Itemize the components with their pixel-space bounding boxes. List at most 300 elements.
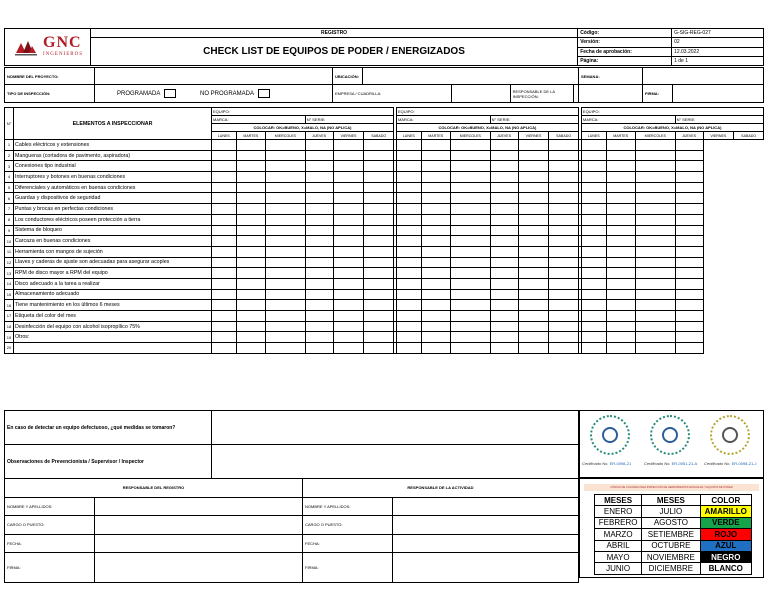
check-cell[interactable] (333, 182, 364, 193)
check-cell[interactable] (635, 140, 675, 151)
check-cell[interactable] (364, 321, 394, 332)
check-cell[interactable] (675, 343, 703, 354)
check-cell[interactable] (549, 150, 579, 161)
check-cell[interactable] (581, 321, 606, 332)
check-cell[interactable] (266, 289, 306, 300)
check-cell[interactable] (266, 257, 306, 268)
check-cell[interactable] (490, 150, 518, 161)
check-cell[interactable] (518, 161, 549, 172)
check-cell[interactable] (490, 257, 518, 268)
check-cell[interactable] (581, 161, 606, 172)
check-cell[interactable] (635, 268, 675, 279)
check-cell[interactable] (549, 182, 579, 193)
responsable-extra-field[interactable] (579, 85, 643, 103)
check-cell[interactable] (305, 268, 333, 279)
check-cell[interactable] (450, 204, 490, 215)
equipo-label[interactable]: EQUIPO: (581, 108, 763, 116)
check-cell[interactable] (396, 236, 421, 247)
check-cell[interactable] (450, 268, 490, 279)
check-cell[interactable] (266, 332, 306, 343)
check-cell[interactable] (305, 193, 333, 204)
check-cell[interactable] (236, 268, 265, 279)
check-cell[interactable] (212, 150, 237, 161)
check-cell[interactable] (549, 278, 579, 289)
check-cell[interactable] (236, 257, 265, 268)
check-cell[interactable] (581, 278, 606, 289)
check-cell[interactable] (212, 236, 237, 247)
check-cell[interactable] (549, 246, 579, 257)
check-cell[interactable] (581, 225, 606, 236)
check-cell[interactable] (266, 236, 306, 247)
check-cell[interactable] (212, 161, 237, 172)
check-cell[interactable] (450, 332, 490, 343)
check-cell[interactable] (606, 257, 635, 268)
check-cell[interactable] (606, 311, 635, 322)
check-cell[interactable] (212, 278, 237, 289)
check-cell[interactable] (421, 236, 450, 247)
check-cell[interactable] (266, 140, 306, 151)
check-cell[interactable] (675, 214, 703, 225)
check-cell[interactable] (490, 300, 518, 311)
check-cell[interactable] (266, 182, 306, 193)
check-cell[interactable] (450, 246, 490, 257)
check-cell[interactable] (549, 300, 579, 311)
check-cell[interactable] (364, 140, 394, 151)
check-cell[interactable] (364, 278, 394, 289)
check-cell[interactable] (606, 343, 635, 354)
check-cell[interactable] (490, 321, 518, 332)
check-cell[interactable] (606, 289, 635, 300)
check-cell[interactable] (305, 161, 333, 172)
check-cell[interactable] (305, 140, 333, 151)
check-cell[interactable] (212, 182, 237, 193)
check-cell[interactable] (396, 321, 421, 332)
check-cell[interactable] (675, 172, 703, 183)
check-cell[interactable] (450, 172, 490, 183)
check-cell[interactable] (581, 214, 606, 225)
check-cell[interactable] (266, 204, 306, 215)
check-cell[interactable] (236, 289, 265, 300)
check-cell[interactable] (490, 225, 518, 236)
empresa-field[interactable] (451, 85, 510, 102)
check-cell[interactable] (396, 225, 421, 236)
check-cell[interactable] (518, 140, 549, 151)
check-cell[interactable] (236, 214, 265, 225)
marca-label[interactable]: MARCA: (396, 116, 490, 124)
check-cell[interactable] (421, 257, 450, 268)
check-cell[interactable] (266, 214, 306, 225)
check-cell[interactable] (450, 257, 490, 268)
check-cell[interactable] (396, 150, 421, 161)
check-cell[interactable] (421, 204, 450, 215)
check-cell[interactable] (236, 278, 265, 289)
check-cell[interactable] (266, 246, 306, 257)
serie-label[interactable]: N° SERIE: (675, 116, 763, 124)
check-cell[interactable] (421, 193, 450, 204)
check-cell[interactable] (364, 193, 394, 204)
check-cell[interactable] (421, 343, 450, 354)
check-cell[interactable] (490, 236, 518, 247)
check-cell[interactable] (606, 140, 635, 151)
check-cell[interactable] (606, 193, 635, 204)
check-cell[interactable] (266, 150, 306, 161)
check-cell[interactable] (518, 172, 549, 183)
check-cell[interactable] (518, 332, 549, 343)
check-cell[interactable] (333, 321, 364, 332)
check-cell[interactable] (675, 311, 703, 322)
check-cell[interactable] (364, 236, 394, 247)
check-cell[interactable] (236, 300, 265, 311)
check-cell[interactable] (212, 289, 237, 300)
check-cell[interactable] (266, 225, 306, 236)
check-cell[interactable] (450, 214, 490, 225)
check-cell[interactable] (421, 311, 450, 322)
check-cell[interactable] (635, 225, 675, 236)
check-cell[interactable] (549, 193, 579, 204)
check-cell[interactable] (518, 311, 549, 322)
check-cell[interactable] (266, 172, 306, 183)
check-cell[interactable] (305, 289, 333, 300)
check-cell[interactable] (490, 289, 518, 300)
check-cell[interactable] (450, 236, 490, 247)
check-cell[interactable] (333, 150, 364, 161)
check-cell[interactable] (675, 161, 703, 172)
check-cell[interactable] (333, 172, 364, 183)
check-cell[interactable] (549, 257, 579, 268)
check-cell[interactable] (490, 311, 518, 322)
check-cell[interactable] (364, 289, 394, 300)
check-cell[interactable] (581, 311, 606, 322)
check-cell[interactable] (635, 321, 675, 332)
check-cell[interactable] (450, 225, 490, 236)
check-cell[interactable] (450, 278, 490, 289)
check-cell[interactable] (675, 332, 703, 343)
check-cell[interactable] (675, 182, 703, 193)
check-cell[interactable] (549, 225, 579, 236)
check-cell[interactable] (333, 332, 364, 343)
check-cell[interactable] (212, 193, 237, 204)
check-cell[interactable] (266, 311, 306, 322)
check-cell[interactable] (305, 257, 333, 268)
check-cell[interactable] (606, 246, 635, 257)
check-cell[interactable] (396, 246, 421, 257)
check-cell[interactable] (364, 161, 394, 172)
check-cell[interactable] (606, 268, 635, 279)
check-cell[interactable] (364, 268, 394, 279)
check-cell[interactable] (581, 182, 606, 193)
check-cell[interactable] (675, 225, 703, 236)
actividad-nombre-field[interactable] (393, 497, 579, 516)
check-cell[interactable] (518, 193, 549, 204)
check-cell[interactable] (333, 289, 364, 300)
marca-label[interactable]: MARCA: (212, 116, 306, 124)
check-cell[interactable] (581, 193, 606, 204)
check-cell[interactable] (581, 289, 606, 300)
check-cell[interactable] (549, 268, 579, 279)
check-cell[interactable] (450, 161, 490, 172)
check-cell[interactable] (490, 278, 518, 289)
marca-label[interactable]: MARCA: (581, 116, 675, 124)
check-cell[interactable] (305, 204, 333, 215)
check-cell[interactable] (421, 246, 450, 257)
programada-checkbox[interactable] (164, 89, 176, 98)
check-cell[interactable] (236, 172, 265, 183)
check-cell[interactable] (364, 182, 394, 193)
check-cell[interactable] (421, 140, 450, 151)
check-cell[interactable] (635, 257, 675, 268)
check-cell[interactable] (236, 204, 265, 215)
check-cell[interactable] (450, 182, 490, 193)
check-cell[interactable] (581, 140, 606, 151)
check-cell[interactable] (236, 236, 265, 247)
check-cell[interactable] (635, 193, 675, 204)
check-cell[interactable] (396, 182, 421, 193)
check-cell[interactable] (266, 300, 306, 311)
check-cell[interactable] (236, 311, 265, 322)
check-cell[interactable] (675, 150, 703, 161)
check-cell[interactable] (518, 236, 549, 247)
ubicacion-field[interactable] (363, 68, 579, 85)
check-cell[interactable] (606, 236, 635, 247)
check-cell[interactable] (518, 289, 549, 300)
check-cell[interactable] (333, 278, 364, 289)
check-cell[interactable] (606, 225, 635, 236)
check-cell[interactable] (396, 332, 421, 343)
defectuoso-field[interactable] (212, 411, 579, 445)
check-cell[interactable] (236, 332, 265, 343)
check-cell[interactable] (364, 214, 394, 225)
check-cell[interactable] (333, 246, 364, 257)
check-cell[interactable] (364, 246, 394, 257)
check-cell[interactable] (635, 343, 675, 354)
check-cell[interactable] (606, 278, 635, 289)
check-cell[interactable] (675, 289, 703, 300)
check-cell[interactable] (635, 161, 675, 172)
check-cell[interactable] (305, 311, 333, 322)
check-cell[interactable] (364, 300, 394, 311)
prevencionista-field[interactable] (212, 445, 579, 479)
check-cell[interactable] (305, 343, 333, 354)
check-cell[interactable] (518, 246, 549, 257)
check-cell[interactable] (518, 182, 549, 193)
check-cell[interactable] (364, 257, 394, 268)
check-cell[interactable] (396, 311, 421, 322)
check-cell[interactable] (421, 214, 450, 225)
check-cell[interactable] (450, 343, 490, 354)
check-cell[interactable] (606, 332, 635, 343)
check-cell[interactable] (450, 150, 490, 161)
check-cell[interactable] (606, 150, 635, 161)
check-cell[interactable] (305, 182, 333, 193)
check-cell[interactable] (549, 311, 579, 322)
check-cell[interactable] (450, 321, 490, 332)
no-programada-checkbox[interactable] (258, 89, 270, 98)
check-cell[interactable] (212, 257, 237, 268)
check-cell[interactable] (606, 300, 635, 311)
check-cell[interactable] (606, 182, 635, 193)
registro-nombre-field[interactable] (95, 497, 303, 516)
check-cell[interactable] (490, 343, 518, 354)
serie-label[interactable]: N° SERIE: (490, 116, 578, 124)
check-cell[interactable] (635, 289, 675, 300)
check-cell[interactable] (333, 300, 364, 311)
check-cell[interactable] (549, 343, 579, 354)
check-cell[interactable] (450, 300, 490, 311)
check-cell[interactable] (675, 278, 703, 289)
proyecto-field[interactable] (95, 68, 333, 85)
firma-field[interactable] (673, 85, 764, 103)
check-cell[interactable] (305, 225, 333, 236)
check-cell[interactable] (396, 204, 421, 215)
check-cell[interactable] (581, 343, 606, 354)
check-cell[interactable] (421, 150, 450, 161)
check-cell[interactable] (266, 343, 306, 354)
check-cell[interactable] (212, 204, 237, 215)
serie-label[interactable]: N° SERIE: (305, 116, 393, 124)
check-cell[interactable] (635, 332, 675, 343)
actividad-fecha-field[interactable] (393, 534, 579, 553)
check-cell[interactable] (212, 321, 237, 332)
check-cell[interactable] (236, 246, 265, 257)
check-cell[interactable] (635, 182, 675, 193)
check-cell[interactable] (518, 268, 549, 279)
check-cell[interactable] (450, 311, 490, 322)
check-cell[interactable] (236, 182, 265, 193)
check-cell[interactable] (518, 321, 549, 332)
check-cell[interactable] (635, 278, 675, 289)
check-cell[interactable] (421, 182, 450, 193)
check-cell[interactable] (333, 204, 364, 215)
check-cell[interactable] (212, 214, 237, 225)
check-cell[interactable] (421, 172, 450, 183)
check-cell[interactable] (421, 321, 450, 332)
check-cell[interactable] (212, 172, 237, 183)
check-cell[interactable] (364, 311, 394, 322)
check-cell[interactable] (333, 161, 364, 172)
check-cell[interactable] (635, 300, 675, 311)
check-cell[interactable] (549, 214, 579, 225)
check-cell[interactable] (212, 332, 237, 343)
check-cell[interactable] (396, 140, 421, 151)
check-cell[interactable] (675, 300, 703, 311)
check-cell[interactable] (305, 278, 333, 289)
check-cell[interactable] (518, 278, 549, 289)
check-cell[interactable] (549, 140, 579, 151)
check-cell[interactable] (490, 140, 518, 151)
check-cell[interactable] (212, 225, 237, 236)
check-cell[interactable] (305, 246, 333, 257)
check-cell[interactable] (364, 332, 394, 343)
check-cell[interactable] (635, 172, 675, 183)
check-cell[interactable] (490, 268, 518, 279)
check-cell[interactable] (266, 193, 306, 204)
check-cell[interactable] (675, 236, 703, 247)
check-cell[interactable] (212, 268, 237, 279)
check-cell[interactable] (305, 214, 333, 225)
check-cell[interactable] (675, 257, 703, 268)
responsable-field[interactable] (574, 85, 579, 102)
actividad-firma-field[interactable] (393, 553, 579, 583)
registro-cargo-field[interactable] (95, 516, 303, 535)
check-cell[interactable] (581, 204, 606, 215)
check-cell[interactable] (333, 193, 364, 204)
check-cell[interactable] (305, 300, 333, 311)
check-cell[interactable] (490, 332, 518, 343)
check-cell[interactable] (581, 300, 606, 311)
check-cell[interactable] (396, 172, 421, 183)
check-cell[interactable] (421, 268, 450, 279)
check-cell[interactable] (396, 193, 421, 204)
check-cell[interactable] (606, 161, 635, 172)
check-cell[interactable] (266, 278, 306, 289)
check-cell[interactable] (635, 311, 675, 322)
check-cell[interactable] (490, 214, 518, 225)
check-cell[interactable] (305, 236, 333, 247)
check-cell[interactable] (606, 204, 635, 215)
check-cell[interactable] (333, 268, 364, 279)
check-cell[interactable] (518, 257, 549, 268)
check-cell[interactable] (675, 321, 703, 332)
check-cell[interactable] (333, 236, 364, 247)
check-cell[interactable] (333, 140, 364, 151)
check-cell[interactable] (396, 214, 421, 225)
check-cell[interactable] (364, 204, 394, 215)
semana-field[interactable] (643, 68, 764, 85)
check-cell[interactable] (236, 321, 265, 332)
check-cell[interactable] (396, 268, 421, 279)
check-cell[interactable] (675, 268, 703, 279)
check-cell[interactable] (490, 182, 518, 193)
check-cell[interactable] (635, 214, 675, 225)
check-cell[interactable] (518, 225, 549, 236)
check-cell[interactable] (421, 332, 450, 343)
check-cell[interactable] (305, 150, 333, 161)
check-cell[interactable] (212, 246, 237, 257)
registro-fecha-field[interactable] (95, 534, 303, 553)
check-cell[interactable] (305, 172, 333, 183)
check-cell[interactable] (581, 257, 606, 268)
check-cell[interactable] (236, 161, 265, 172)
actividad-cargo-field[interactable] (393, 516, 579, 535)
check-cell[interactable] (236, 225, 265, 236)
registro-firma-field[interactable] (95, 553, 303, 583)
check-cell[interactable] (549, 161, 579, 172)
check-cell[interactable] (333, 343, 364, 354)
check-cell[interactable] (490, 161, 518, 172)
check-cell[interactable] (635, 236, 675, 247)
check-cell[interactable] (490, 246, 518, 257)
equipo-label[interactable]: EQUIPO: (396, 108, 578, 116)
check-cell[interactable] (396, 257, 421, 268)
equipo-label[interactable]: EQUIPO: (212, 108, 394, 116)
check-cell[interactable] (581, 236, 606, 247)
check-cell[interactable] (333, 257, 364, 268)
check-cell[interactable] (396, 278, 421, 289)
check-cell[interactable] (635, 246, 675, 257)
check-cell[interactable] (518, 300, 549, 311)
check-cell[interactable] (518, 204, 549, 215)
check-cell[interactable] (305, 321, 333, 332)
check-cell[interactable] (421, 289, 450, 300)
check-cell[interactable] (212, 343, 237, 354)
check-cell[interactable] (518, 343, 549, 354)
check-cell[interactable] (450, 193, 490, 204)
check-cell[interactable] (606, 172, 635, 183)
check-cell[interactable] (549, 236, 579, 247)
check-cell[interactable] (421, 225, 450, 236)
check-cell[interactable] (549, 332, 579, 343)
check-cell[interactable] (364, 172, 394, 183)
